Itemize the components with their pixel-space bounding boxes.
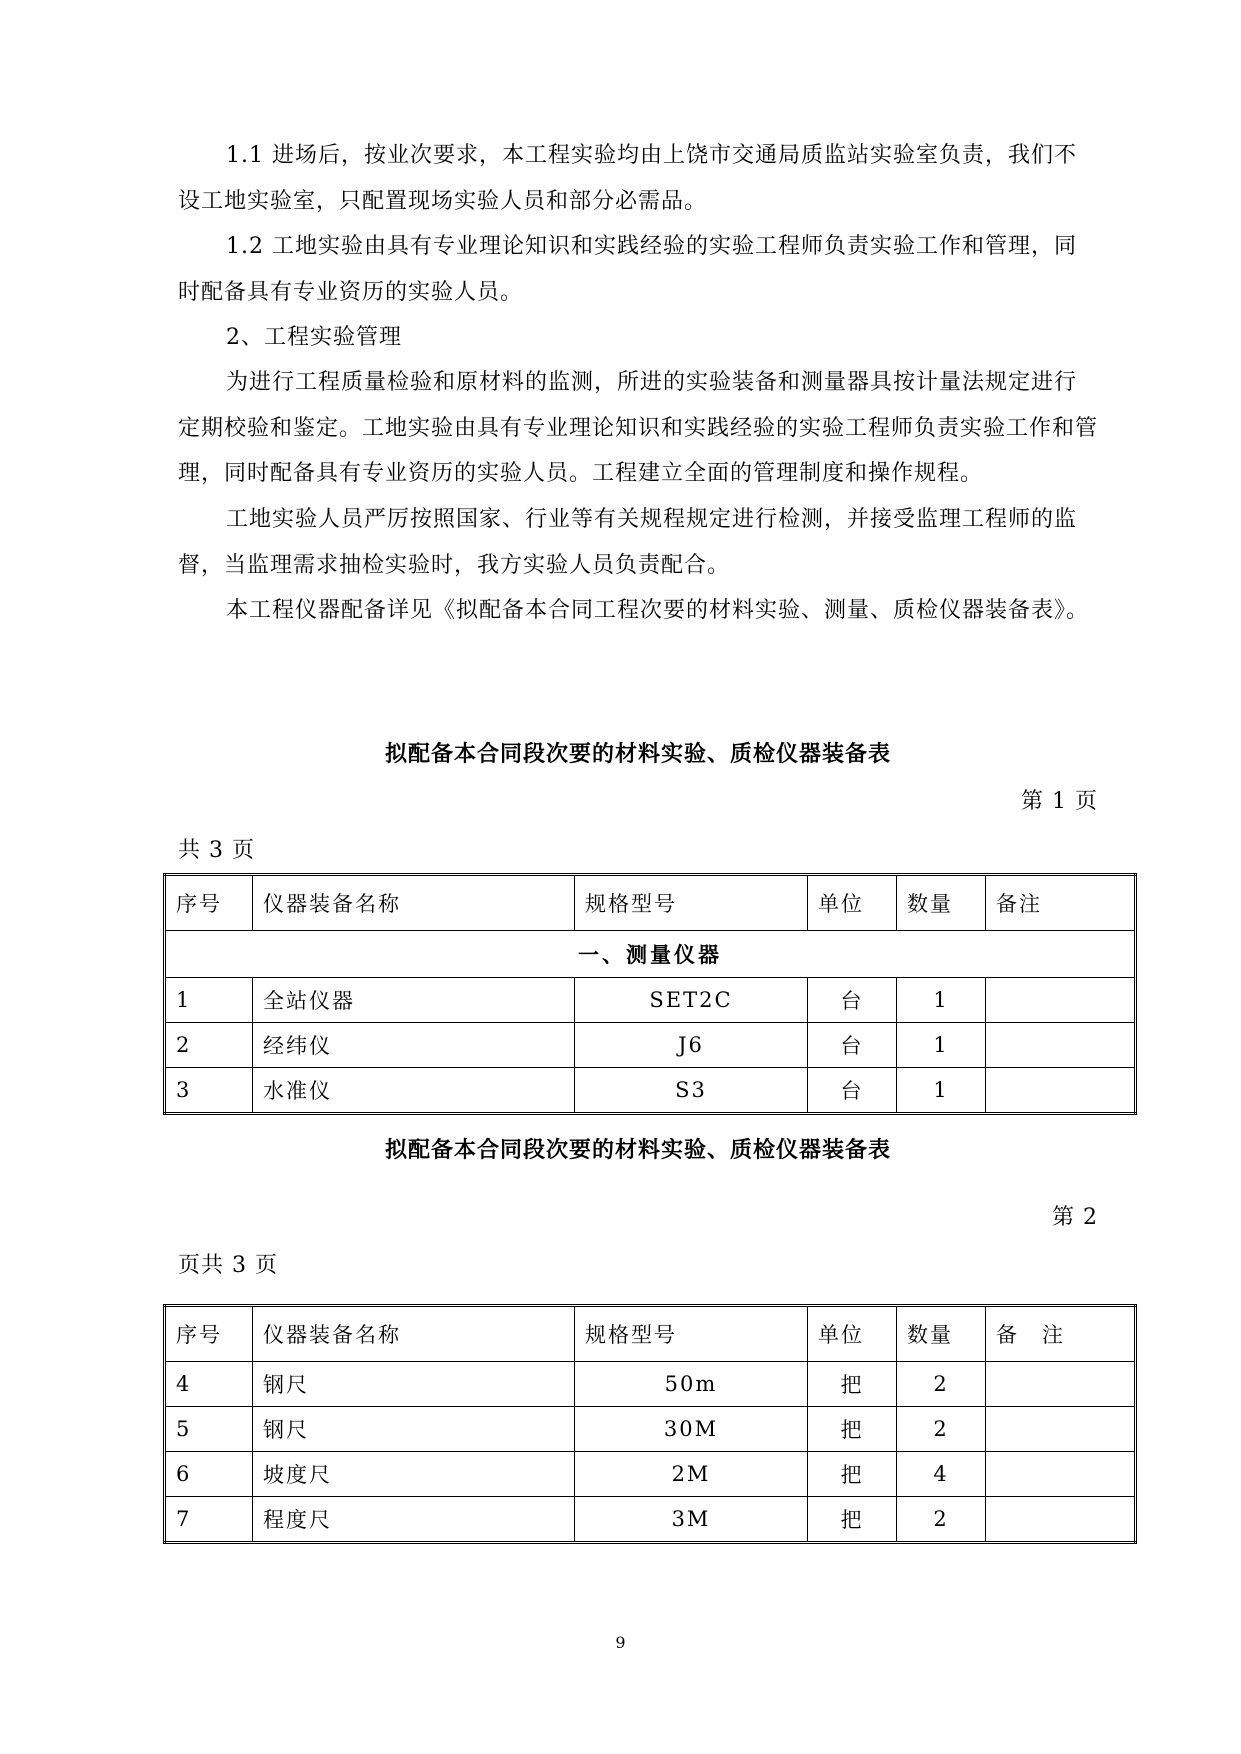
cell-quantity: 1 [897, 1068, 986, 1114]
table-row [165, 1023, 1136, 1068]
cell-index: 5 [165, 1407, 253, 1452]
cell-name: 钢尺 [253, 1362, 575, 1407]
cell-name: 经纬仪 [253, 1023, 575, 1068]
header-cell: 仪器装备名称 [253, 875, 575, 931]
cell-index: 2 [165, 1023, 253, 1068]
table1-title: 拟配备本合同段次要的材料实验、质检仪器装备表 [384, 742, 891, 767]
cell-index: 1 [165, 978, 253, 1023]
cell-index: 7 [165, 1497, 253, 1543]
paragraph-1-1 [178, 133, 1098, 224]
cell-unit: 台 [808, 1068, 897, 1114]
section-label: 一、测量仪器 [165, 931, 1136, 978]
cell-name: 坡度尺 [253, 1452, 575, 1497]
table1-page-number: 第 1 页 [1021, 789, 1098, 814]
cell-remark [986, 1407, 1136, 1452]
cell-model: 3M [575, 1497, 808, 1543]
header-cell: 单位 [808, 1306, 897, 1362]
paragraph-text: 工地实验人员严厉按照国家、行业等有关规程规定进行检测，并接受监理工程师的监督，当监理需求抽检实验时，我方实验人员负责配合。 [178, 507, 1078, 578]
table-row [165, 1497, 1136, 1543]
cell-unit: 台 [808, 1023, 897, 1068]
header-cell: 规格型号 [575, 875, 808, 931]
cell-quantity: 1 [897, 978, 986, 1023]
paragraph-1-2 [178, 224, 1098, 315]
cell-index: 3 [165, 1068, 253, 1114]
cell-model: SET2C [575, 978, 808, 1023]
cell-remark [986, 1497, 1136, 1543]
header-cell: 序号 [165, 1306, 253, 1362]
cell-quantity: 4 [897, 1452, 986, 1497]
cell-model: S3 [575, 1068, 808, 1114]
table-header-row [165, 1306, 1136, 1362]
table-header-row [165, 875, 1136, 931]
cell-quantity: 2 [897, 1407, 986, 1452]
header-cell: 序号 [165, 875, 253, 931]
equipment-table-2 [163, 1304, 1137, 1544]
paragraph-equipment-ref [178, 588, 1098, 634]
table2-page-total: 页共 3 页 [178, 1253, 278, 1278]
paragraph-text: 1.1 进场后，按业次要求，本工程实验均由上饶市交通局质监站实验室负责，我们不设工地实验室，只配置现场实验人员和部分必需品。 [178, 143, 1077, 214]
table-row [165, 1068, 1136, 1114]
paragraph-text: 为进行工程质量检验和原材料的监测，所进的实验装备和测量器具按计量法规定进行定期校验和鉴定。工地实验由具有专业理论知识和实践经验的实验工程师负责实验工作和管理，同时配备具有专业资历的实验人员。工程建立全面的管理制度和操作规程。 [178, 370, 1099, 486]
header-cell: 规格型号 [575, 1306, 808, 1362]
paragraph-inspection [178, 497, 1098, 588]
header-cell: 备 注 [986, 1306, 1136, 1362]
cell-unit: 把 [808, 1452, 897, 1497]
header-cell: 数量 [897, 875, 986, 931]
header-cell: 仪器装备名称 [253, 1306, 575, 1362]
cell-name: 程度尺 [253, 1497, 575, 1543]
cell-remark [986, 1452, 1136, 1497]
cell-remark [986, 1362, 1136, 1407]
cell-model: 30M [575, 1407, 808, 1452]
cell-model: 2M [575, 1452, 808, 1497]
cell-remark [986, 1023, 1136, 1068]
section-heading-2 [178, 315, 1098, 361]
paragraph-text: 2、工程实验管理 [226, 325, 402, 350]
table-row [165, 978, 1136, 1023]
cell-name: 水准仪 [253, 1068, 575, 1114]
table1-page-total: 共 3 页 [178, 838, 255, 863]
cell-remark [986, 1068, 1136, 1114]
paragraph-text: 1.2 工地实验由具有专业理论知识和实践经验的实验工程师负责实验工作和管理，同时配备具有专业资历的实验人员。 [178, 234, 1077, 305]
cell-model: 50m [575, 1362, 808, 1407]
cell-quantity: 1 [897, 1023, 986, 1068]
cell-index: 4 [165, 1362, 253, 1407]
cell-unit: 把 [808, 1362, 897, 1407]
header-cell: 备注 [986, 875, 1136, 931]
table-section-row [165, 931, 1136, 978]
cell-unit: 把 [808, 1407, 897, 1452]
header-cell: 单位 [808, 875, 897, 931]
equipment-table-1 [163, 873, 1137, 1115]
paragraph-text: 本工程仪器配备详见《拟配备本合同工程次要的材料实验、测量、质检仪器装备表》。 [226, 598, 1090, 623]
table-row [165, 1362, 1136, 1407]
paragraph-management [178, 360, 1098, 497]
table-row [165, 1452, 1136, 1497]
cell-quantity: 2 [897, 1497, 986, 1543]
page-number: 9 [615, 1633, 626, 1652]
cell-quantity: 2 [897, 1362, 986, 1407]
cell-index: 6 [165, 1452, 253, 1497]
header-cell: 数量 [897, 1306, 986, 1362]
cell-name: 全站仪器 [253, 978, 575, 1023]
table2-title: 拟配备本合同段次要的材料实验、质检仪器装备表 [384, 1138, 891, 1163]
cell-model: J6 [575, 1023, 808, 1068]
table-row [165, 1407, 1136, 1452]
cell-name: 钢尺 [253, 1407, 575, 1452]
table2-page-number: 第 2 [1052, 1205, 1098, 1230]
cell-unit: 台 [808, 978, 897, 1023]
cell-remark [986, 978, 1136, 1023]
cell-unit: 把 [808, 1497, 897, 1543]
